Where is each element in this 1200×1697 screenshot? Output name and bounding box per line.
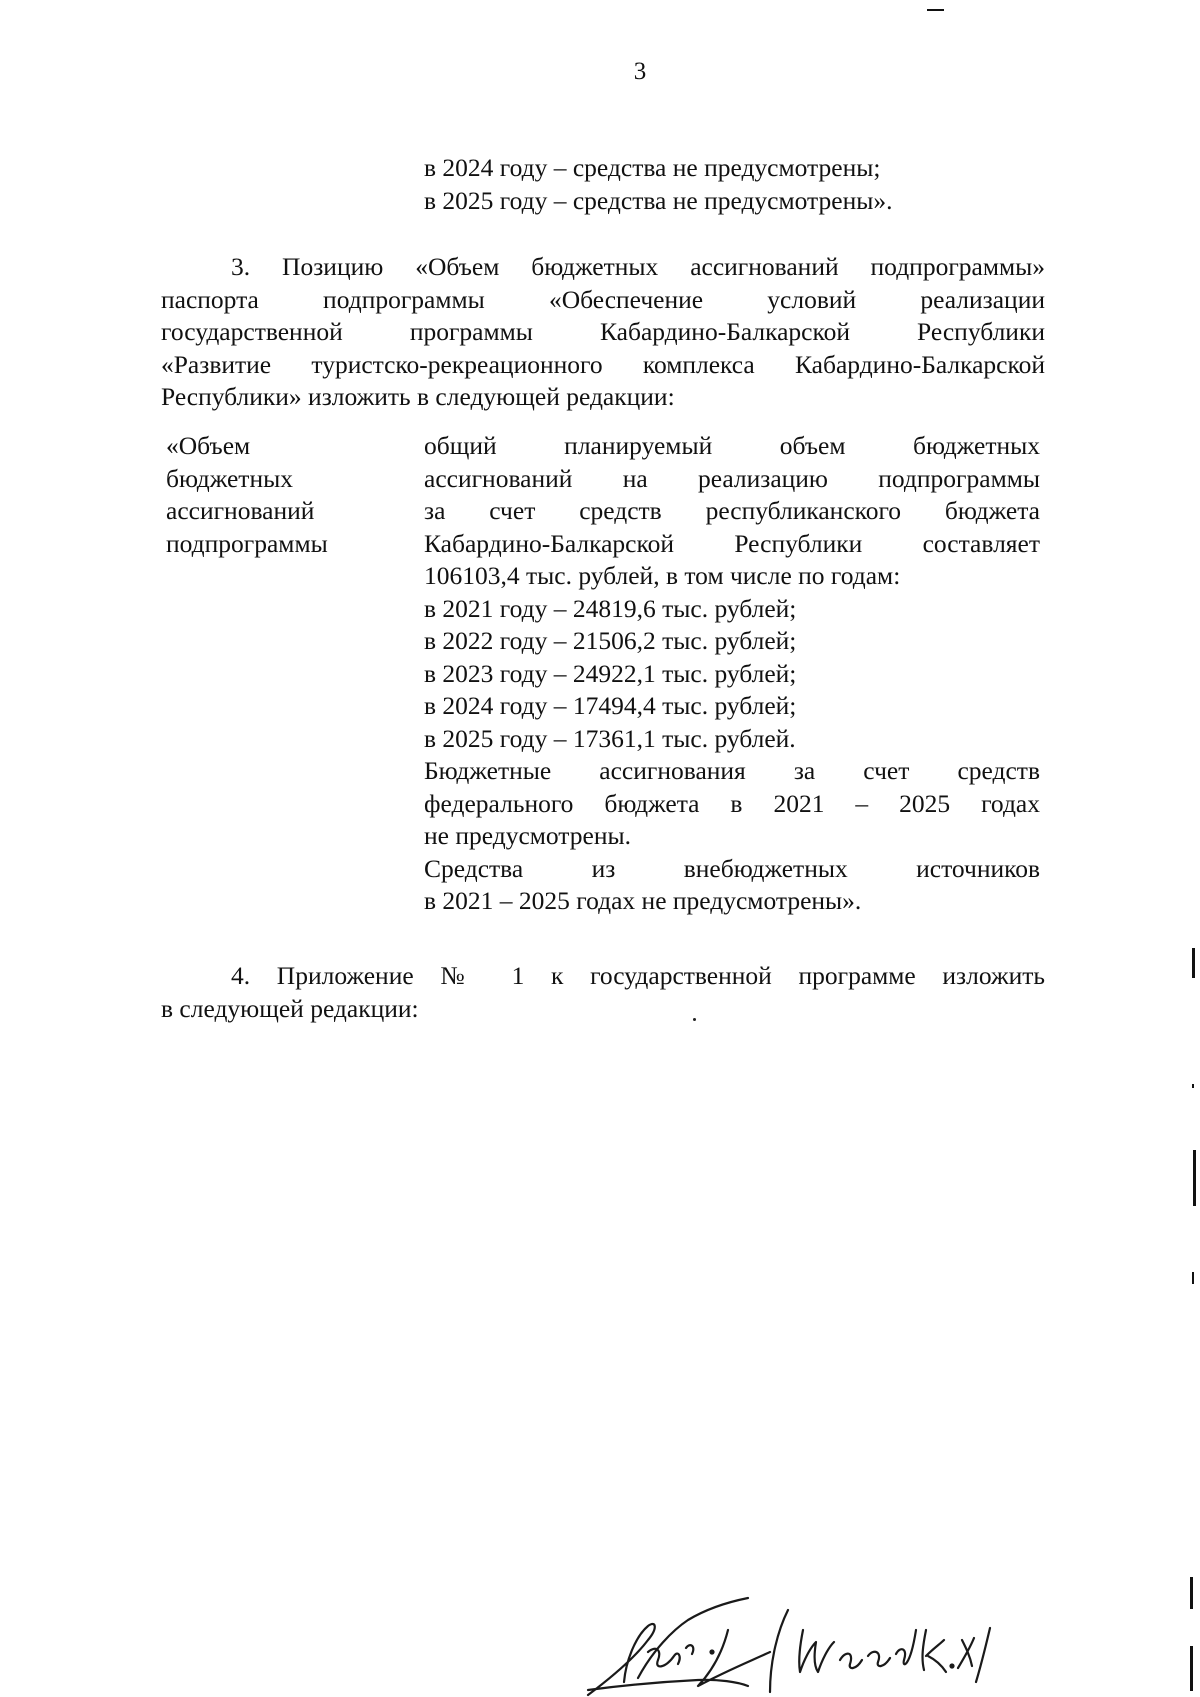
value-line: Средства из внебюджетных источников	[424, 853, 1040, 883]
paragraph-line: паспорта подпрограммы «Обеспечение условий реализации	[161, 284, 1045, 314]
value-line: в 2021 – 2025 годах не предусмотрены».	[424, 886, 862, 915]
scan-mark-edge	[1193, 1150, 1196, 1206]
paragraph-line: государственной программы Кабардино-Балкарской Республики	[161, 317, 1045, 346]
value-line: за счет средств республиканского бюджета	[424, 496, 1040, 525]
value-line: федерального бюджета в 2021 – 2025 годах	[424, 788, 1040, 818]
scan-mark-top	[927, 9, 944, 11]
label-line: подпрограммы	[166, 528, 328, 558]
scan-mark-edge	[1192, 948, 1195, 978]
value-line: ассигнований на реализацию подпрограммы	[424, 463, 1040, 493]
section-3-paragraph	[161, 251, 1045, 414]
scan-mark-edge	[1190, 1577, 1193, 1609]
value-line: Бюджетные ассигнования за счет средств	[424, 756, 1040, 785]
paragraph-line: Республики» изложить в следующей редакции:	[161, 382, 675, 411]
paragraph-line: в следующей редакции:	[161, 993, 419, 1023]
value-line: общий планируемый объем бюджетных	[424, 431, 1040, 460]
value-line: в 2024 году – 17494,4 тыс. рублей;	[424, 691, 797, 720]
scan-mark-edge	[1192, 1272, 1194, 1284]
section-4-paragraph	[161, 960, 1045, 1025]
value-line: Кабардино-Балкарской Республики составляет	[424, 528, 1040, 558]
label-line: бюджетных	[166, 463, 293, 493]
continuation-block	[424, 152, 1064, 217]
signature-image	[578, 1590, 1008, 1697]
passport-label	[166, 430, 386, 560]
continuation-line: в 2024 году – средства не предусмотрены;	[424, 153, 881, 182]
label-line: ассигнований	[166, 496, 315, 525]
scan-mark-edge	[1190, 1646, 1193, 1691]
label-line: «Объем	[166, 431, 251, 460]
scan-mark-edge	[1192, 1084, 1194, 1088]
paragraph-line: «Развитие туристско-рекреационного комплекса Кабардино-Балкарской	[161, 349, 1045, 379]
page-number: 3	[633, 58, 647, 85]
value-line: в 2021 году – 24819,6 тыс. рублей;	[424, 593, 797, 623]
value-line: не предусмотрены.	[424, 821, 631, 850]
value-line: в 2022 году – 21506,2 тыс. рублей;	[424, 626, 797, 655]
value-line: 106103,4 тыс. рублей, в том числе по годам:	[424, 561, 901, 590]
continuation-line: в 2025 году – средства не предусмотрены».	[424, 185, 893, 215]
scan-speck	[693, 1018, 696, 1021]
value-line: в 2023 году – 24922,1 тыс. рублей;	[424, 658, 797, 688]
passport-value	[424, 430, 1040, 918]
paragraph-line: 4. Приложение № 1 к государственной программе изложить	[231, 961, 1045, 990]
value-line: в 2025 году – 17361,1 тыс. рублей.	[424, 723, 796, 753]
paragraph-line: 3. Позицию «Объем бюджетных ассигнований подпрограммы»	[231, 252, 1045, 281]
